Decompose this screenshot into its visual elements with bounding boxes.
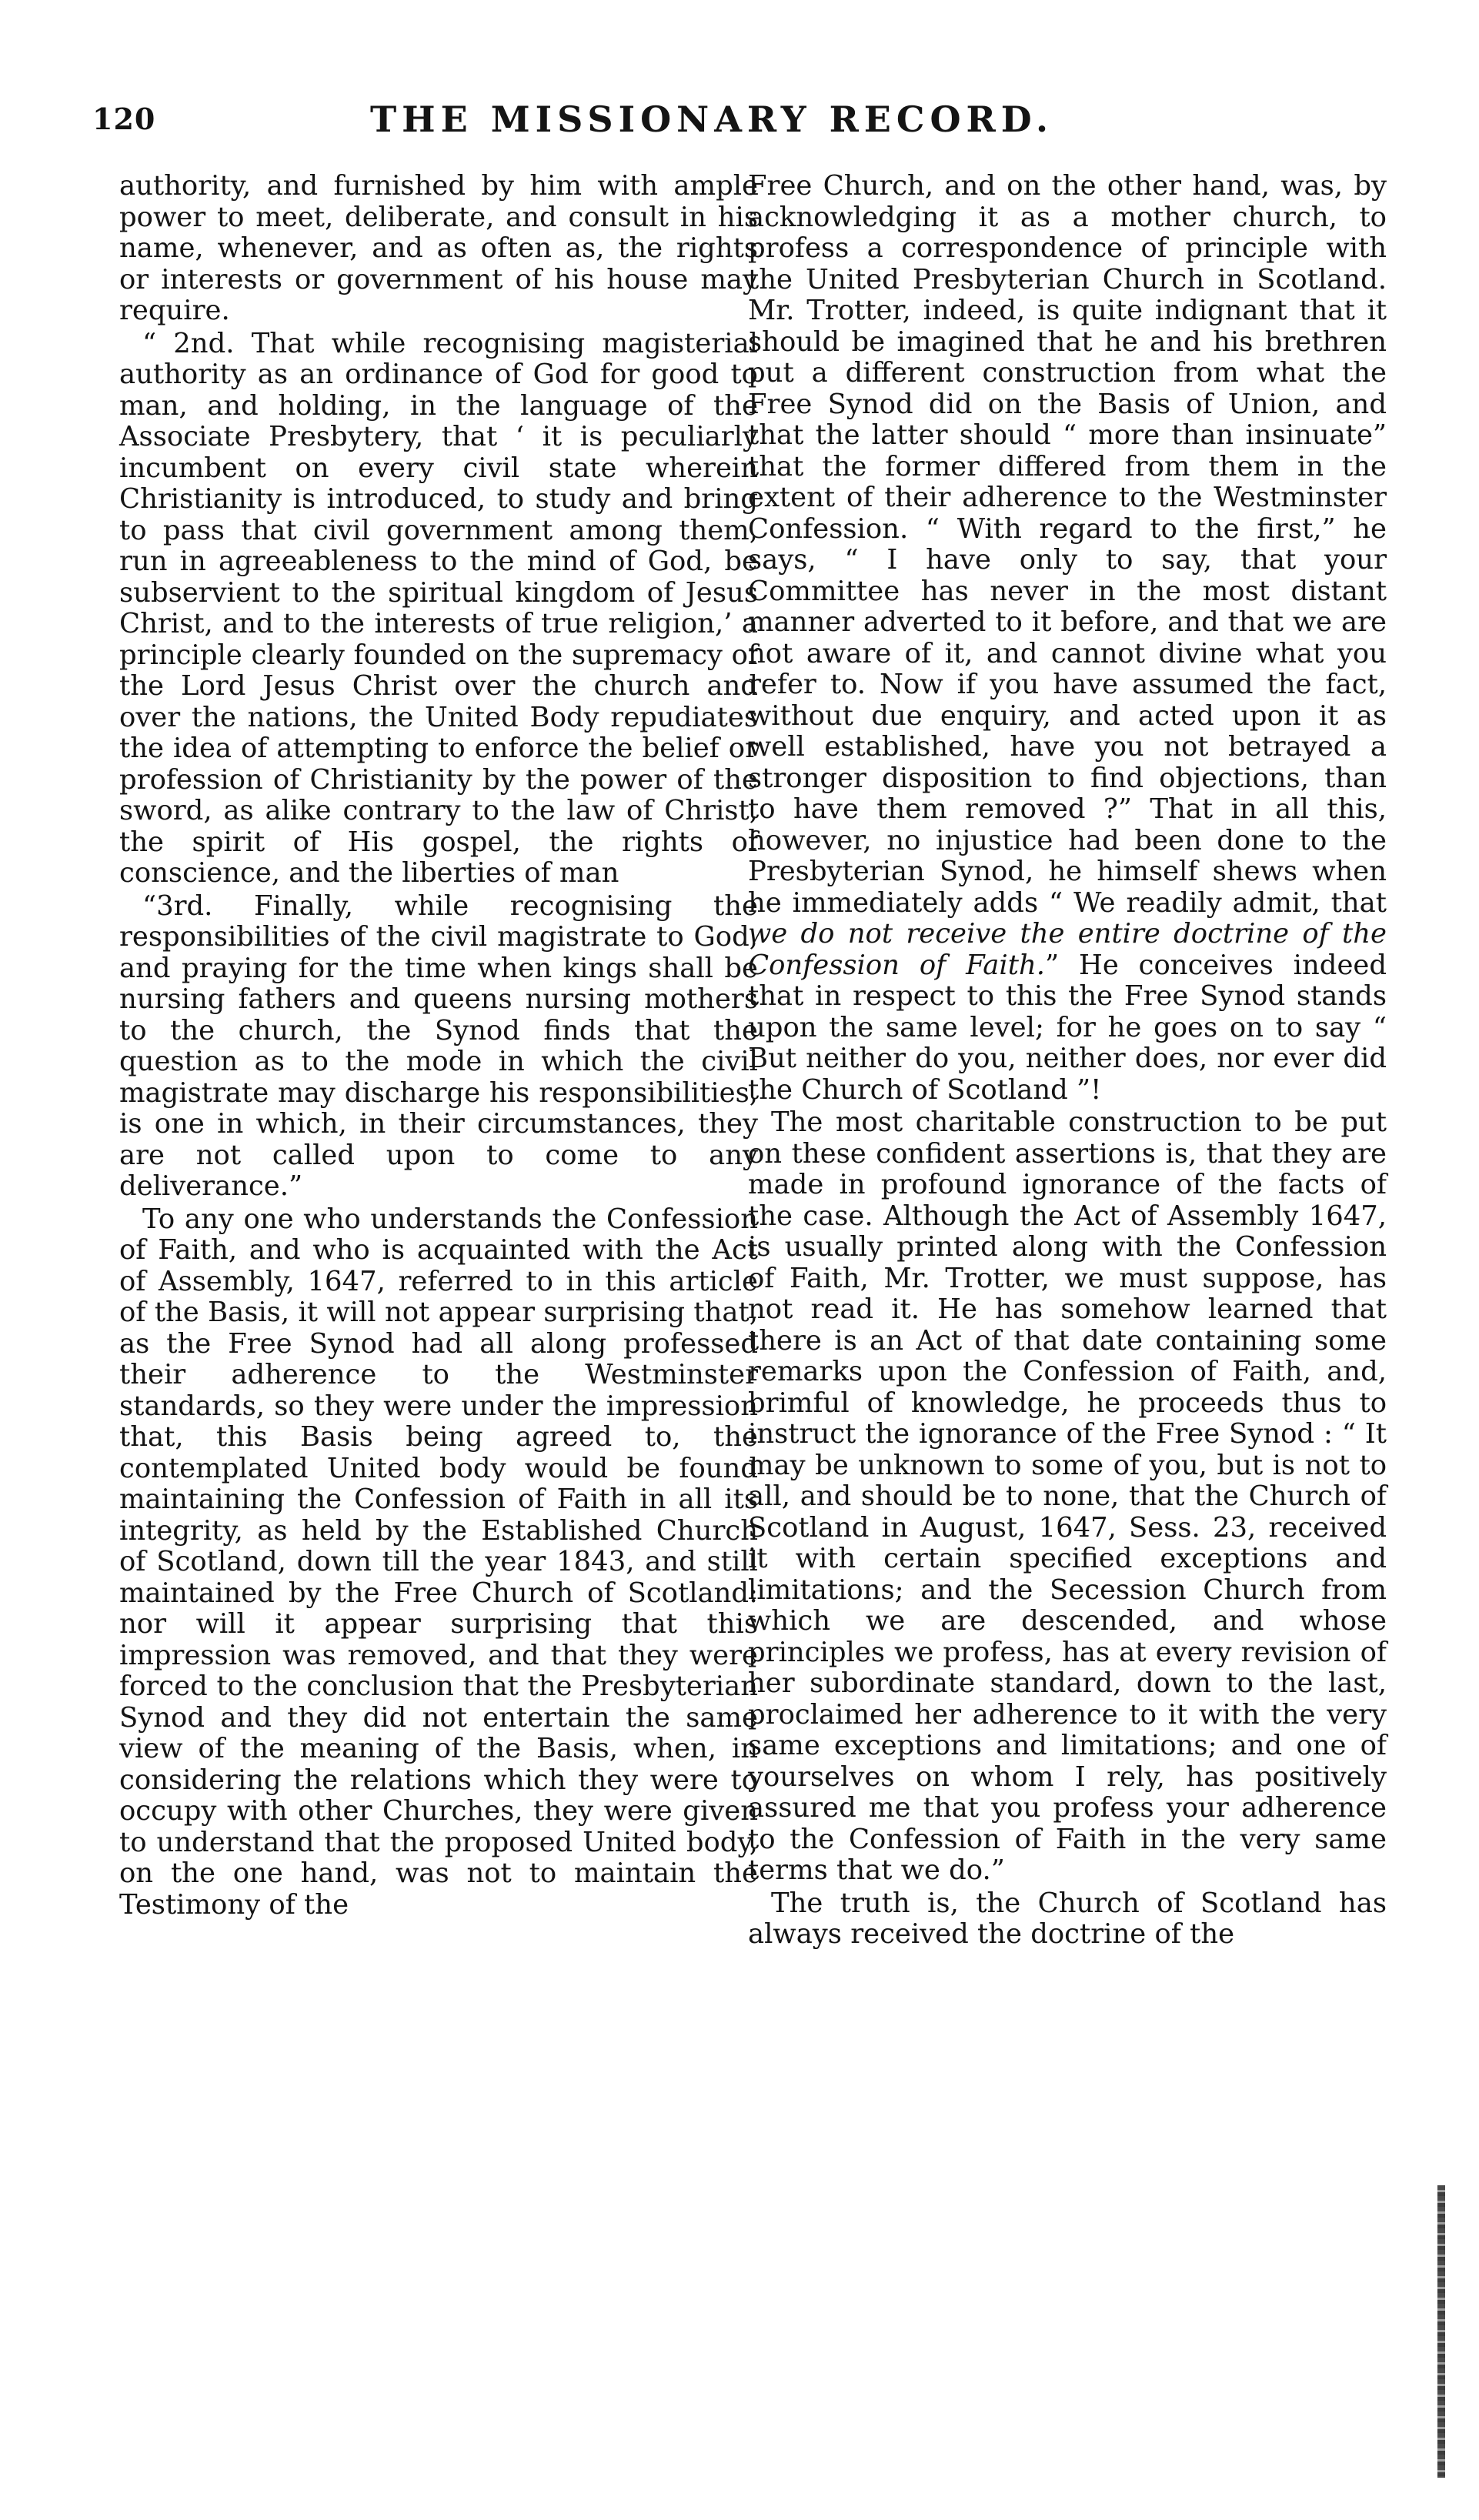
right-paragraph-1: [748, 171, 1387, 1106]
page-number: 120: [92, 102, 156, 136]
journal-title: THE MISSIONARY RECORD.: [369, 98, 1054, 140]
binding-edge-mark: [1437, 2185, 1445, 2478]
left-paragraph-4: To any one who understands the Confession of Faith, and who is acquainted with the Act of Assembly, 1647, referred to in this article of the Basis, it will not appear surprising that, as the Free Synod had all along professed their adherence to the Westminster standards, so they were under the impression that, this Basis being agreed to, the contemplated United body would be found maintaining the Confession of Faith in all its integrity, as held by the Established Church of Scotland, down till the year 1843, and still maintained by the Free Church of Scotland: nor will it appear surprising that this impression was removed, and that they were forced to the conclusion that the Presbyterian Synod and they did not entertain the same view of the meaning of the Basis, when, in considering the relations which they were to occupy with other Churches, they were given to understand that the proposed United body, on the one hand, was not to maintain the Testimony of the: [119, 1203, 758, 1921]
left-column: [119, 171, 758, 1921]
running-head: [92, 98, 1331, 152]
right-paragraph-1-text-end: ” He conceives indeed that in respect to this the Free Synod stands upon the same level; for he goes on to say “ But neither do you, neither does, nor ever did the Church of Scotland ”!: [748, 949, 1387, 1106]
right-paragraph-3: The truth is, the Church of Scotland has always received the doctrine of the: [748, 1887, 1387, 1950]
right-paragraph-1-italic-quote: we do not receive the entire doctrine of the Confession of Faith.: [748, 918, 1387, 981]
right-paragraph-2: The most charitable construction to be put on these confident assertions is, that they are made in profound ignorance of the facts of the case. Although the Act of Assembly 1647, is usually printed along with the Confession of Faith, Mr. Trotter, we must suppose, has not read it. He has somehow learned that there is an Act of that date containing some remarks upon the Confession of Faith, and, brimful of knowledge, he proceeds thus to instruct the ignorance of the Free Synod : “ It may be unknown to some of you, but is not to all, and should be to none, that the Church of Scotland in August, 1647, Sess. 23, received it with certain specified exceptions and limitations; and the Secession Church from which we are descended, and whose principles we profess, has at every revision of her subordinate standard, down to the last, proclaimed her adherence to it with the very same exceptions and limitations; and one of yourselves on whom I rely, has positively assured me that you profess your adherence to the Confession of Faith in the very same terms that we do.”: [748, 1106, 1387, 1886]
left-paragraph-2: “ 2nd. That while recognising magisterial authority as an ordinance of God for good to man, and holding, in the language of the Associate Presbytery, that ‘ it is peculiarly incumbent on every civil state wherein Christianity is introduced, to study and bring to pass that civil government among them, run in agreeableness to the mind of God, be subservient to the spiritual kingdom of Jesus Christ, and to the interests of true religion,’ a principle clearly founded on the supremacy of the Lord Jesus Christ over the church and over the nations, the United Body repudiates the idea of attempting to enforce the belief or profession of Christianity by the power of the sword, as alike contrary to the law of Christ, the spirit of His gospel, the rights of conscience, and the liberties of man: [119, 327, 758, 889]
left-paragraph-3: “3rd. Finally, while recognising the responsibilities of the civil magistrate to God, and praying for the time when kings shall be nursing fathers and queens nursing mothers to the church, the Synod finds that the question as to the mode in which the civil magistrate may discharge his responsibilities, is one in which, in their circumstances, they are not called upon to come to any deliverance.”: [119, 890, 758, 1202]
right-paragraph-1-text: Free Church, and on the other hand, was, by acknowledging it as a mother church, to profess a correspondence of principle with the United Presbyterian Church in Scotland. Mr. Trotter, indeed, is quite indignant that it should be imagined that he and his brethren put a different construction from what the Free Synod did on the Basis of Union, and that the latter should “ more than insinuate” that the former differed from them in the extent of their adherence to the Westminster Confession. “ With regard to the first,” he says, “ I have only to say, that your Committee has never in the most distant manner adverted to it before, and that we are not aware of it, and cannot divine what you refer to. Now if you have assumed the fact, without due enquiry, and acted upon it as well established, have you not betrayed a stronger disposition to find objections, than to have them removed ?” That in all this, however, no injustice had been done to the Presbyterian Synod, he himself shews when he immediately adds “ We readily admit, that: [748, 170, 1387, 919]
right-column: [748, 171, 1387, 1951]
left-paragraph-1: authority, and furnished by him with ample power to meet, deliberate, and consult in his name, whenever, and as often as, the rights or interests or government of his house may require.: [119, 170, 758, 326]
